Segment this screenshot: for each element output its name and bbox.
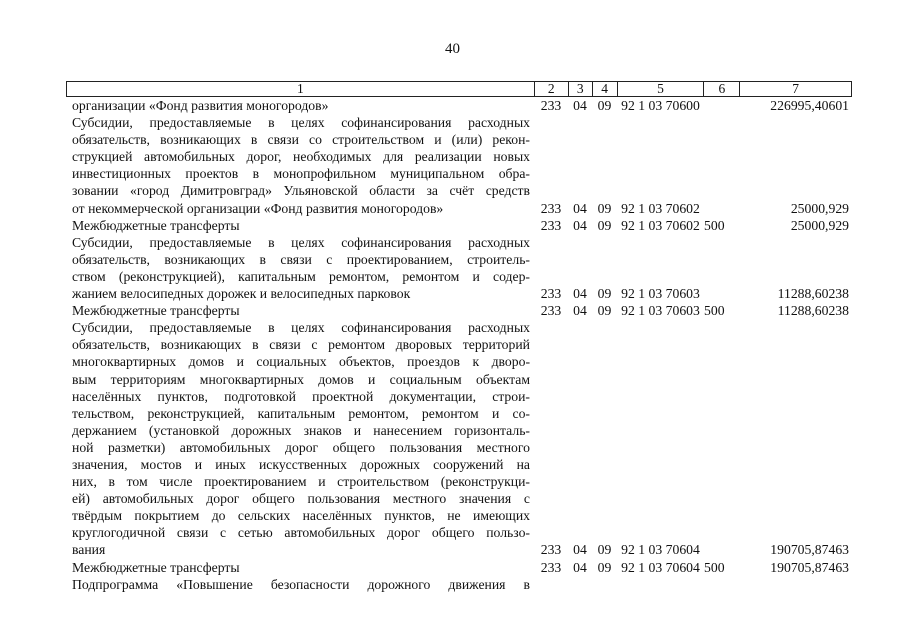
cell-amount: 25000,929 <box>790 200 849 216</box>
description-line: от некоммерческой организации «Фонд развития моногородов» <box>72 200 444 216</box>
cell-code-4: 09 <box>597 286 612 302</box>
table-row <box>66 559 852 576</box>
description-line: тельством, реконструкцией, капитальным ремонтом, ремонтом и со- <box>72 405 530 421</box>
cell-code-3: 04 <box>573 217 587 233</box>
table-row <box>66 217 852 234</box>
table-row <box>66 234 852 302</box>
cell-code-4: 09 <box>597 217 612 233</box>
description-line: Субсидии, предоставляемые в целях софинансирования расходных <box>72 115 530 131</box>
table-row <box>66 114 852 217</box>
cell-code-3 <box>568 576 592 593</box>
description-line: Межбюджетные трансферты <box>72 217 240 233</box>
table-row <box>66 576 852 593</box>
cell-amount: 25000,929 <box>790 217 849 233</box>
description-line: Межбюджетные трансферты <box>72 303 240 319</box>
cell-code-6: 500 <box>704 217 725 233</box>
cell-code-2: 233 <box>540 559 562 575</box>
description-line: многоквартирных домов и социальных объектов, проездов к дворо- <box>72 354 530 370</box>
cell-amount <box>740 576 852 593</box>
cell-amount: 190705,87463 <box>770 542 849 558</box>
description-line: твёрдым покрытием до сельских населённых пунктов, не имеющих <box>72 508 530 524</box>
description-line: обязательств, возникающих в связи с ремонтом дворовых территорий <box>72 337 530 353</box>
table-row <box>66 319 852 558</box>
cell-code-5: 92 1 03 70603 <box>621 303 700 319</box>
cell-amount: 11288,60238 <box>777 286 849 302</box>
description-line: них, в том числе проектированием и строительством (реконструкци- <box>72 474 530 490</box>
cell-amount: 11288,60238 <box>777 303 849 319</box>
description-line: Субсидии, предоставляемые в целях софинансирования расходных <box>72 320 530 336</box>
row-description <box>66 234 534 302</box>
column-header-3: 3 <box>568 82 592 96</box>
cell-code-6 <box>704 285 740 302</box>
row-description <box>66 576 534 593</box>
description-line: населённых пунктов, подготовкой проектной документации, строи- <box>72 388 530 404</box>
description-line: обязательств, возникающих в связи со строительством и (или) рекон- <box>72 132 530 148</box>
cell-code-4: 09 <box>597 200 612 216</box>
column-header-7: 7 <box>739 82 851 96</box>
column-header-2: 2 <box>534 82 568 96</box>
description-line: вым территориям многоквартирных домов и социальным объектам <box>72 371 530 387</box>
row-description <box>66 114 534 217</box>
description-line: Субсидии, предоставляемые в целях софинансирования расходных <box>72 234 530 250</box>
cell-code-5: 92 1 03 70602 <box>621 200 700 216</box>
description-line: ной разметки) автомобильных дорог общего пользования местного <box>72 439 530 455</box>
cell-code-2: 233 <box>540 200 562 216</box>
cell-code-2 <box>534 576 568 593</box>
description-line: зовании «город Димитровград» Ульяновской области за счёт средств <box>72 183 530 199</box>
description-line: ей) автомобильных дорог общего пользования местного значения с <box>72 491 530 507</box>
row-description <box>66 319 534 558</box>
table-row <box>66 302 852 319</box>
cell-code-4: 09 <box>597 98 612 113</box>
description-line: ством (реконструкцией), капитальным ремонтом, ремонтом и содер- <box>72 268 530 284</box>
table-body <box>66 97 852 593</box>
cell-code-4 <box>592 576 617 593</box>
cell-code-2: 233 <box>540 542 562 558</box>
cell-code-3: 04 <box>573 303 587 319</box>
cell-code-5 <box>617 576 704 593</box>
cell-code-4: 09 <box>597 303 612 319</box>
cell-amount: 190705,87463 <box>770 559 849 575</box>
description-line: обязательств, возникающих в связи с проектированием, строитель- <box>72 251 530 267</box>
table-header <box>66 81 852 97</box>
column-header-6: 6 <box>703 82 739 96</box>
cell-code-5: 92 1 03 70604 <box>621 542 700 558</box>
table-row <box>66 97 852 114</box>
column-header-5: 5 <box>617 82 704 96</box>
cell-code-3: 04 <box>573 286 587 302</box>
cell-code-4: 09 <box>597 559 612 575</box>
cell-code-6: 500 <box>704 559 725 575</box>
row-description <box>66 217 534 234</box>
cell-code-2: 233 <box>540 98 562 113</box>
cell-code-3: 04 <box>573 98 587 113</box>
cell-code-3: 04 <box>573 200 587 216</box>
page-number: 40 <box>445 41 460 57</box>
description-line: жанием велосипедных дорожек и велосипедных парковок <box>72 286 411 302</box>
cell-code-5: 92 1 03 70604 <box>621 559 700 575</box>
row-description <box>66 302 534 319</box>
column-header-1: 1 <box>297 81 304 96</box>
description-line: струкцией автомобильных дорог, необходимых для реализации новых <box>72 149 530 165</box>
description-line: держанием (установкой дорожных знаков и нанесением горизонталь- <box>72 422 530 438</box>
description-line: инвестиционных проектов в монопрофильном муниципальном обра- <box>72 166 530 182</box>
cell-code-6 <box>704 541 740 558</box>
description-line: значения, мостов и иных искусственных дорожных сооружений на <box>72 456 530 472</box>
cell-code-3: 04 <box>573 559 587 575</box>
row-description <box>66 97 534 114</box>
cell-code-2: 233 <box>540 286 562 302</box>
cell-code-5: 92 1 03 70600 <box>621 98 700 113</box>
description-line: вания <box>72 542 106 558</box>
description-line: Подпрограмма «Повышение безопасности дорожного движения в <box>72 576 530 592</box>
cell-code-2: 233 <box>540 303 562 319</box>
cell-code-6 <box>704 576 740 593</box>
cell-code-6 <box>704 200 740 217</box>
cell-code-6 <box>704 97 740 114</box>
description-line: Межбюджетные трансферты <box>72 559 240 575</box>
row-description <box>66 559 534 576</box>
description-line: организации «Фонд развития моногородов» <box>72 98 329 113</box>
cell-code-5: 92 1 03 70602 <box>621 217 700 233</box>
cell-code-5: 92 1 03 70603 <box>621 286 700 302</box>
cell-code-6: 500 <box>704 303 725 319</box>
column-header-4: 4 <box>592 82 617 96</box>
cell-amount: 226995,40601 <box>770 98 849 113</box>
cell-code-3: 04 <box>573 542 587 558</box>
description-line: круглогодичной связи с сетью автомобильных дорог общего пользо- <box>72 525 530 541</box>
cell-code-2: 233 <box>540 217 562 233</box>
cell-code-4: 09 <box>597 542 612 558</box>
